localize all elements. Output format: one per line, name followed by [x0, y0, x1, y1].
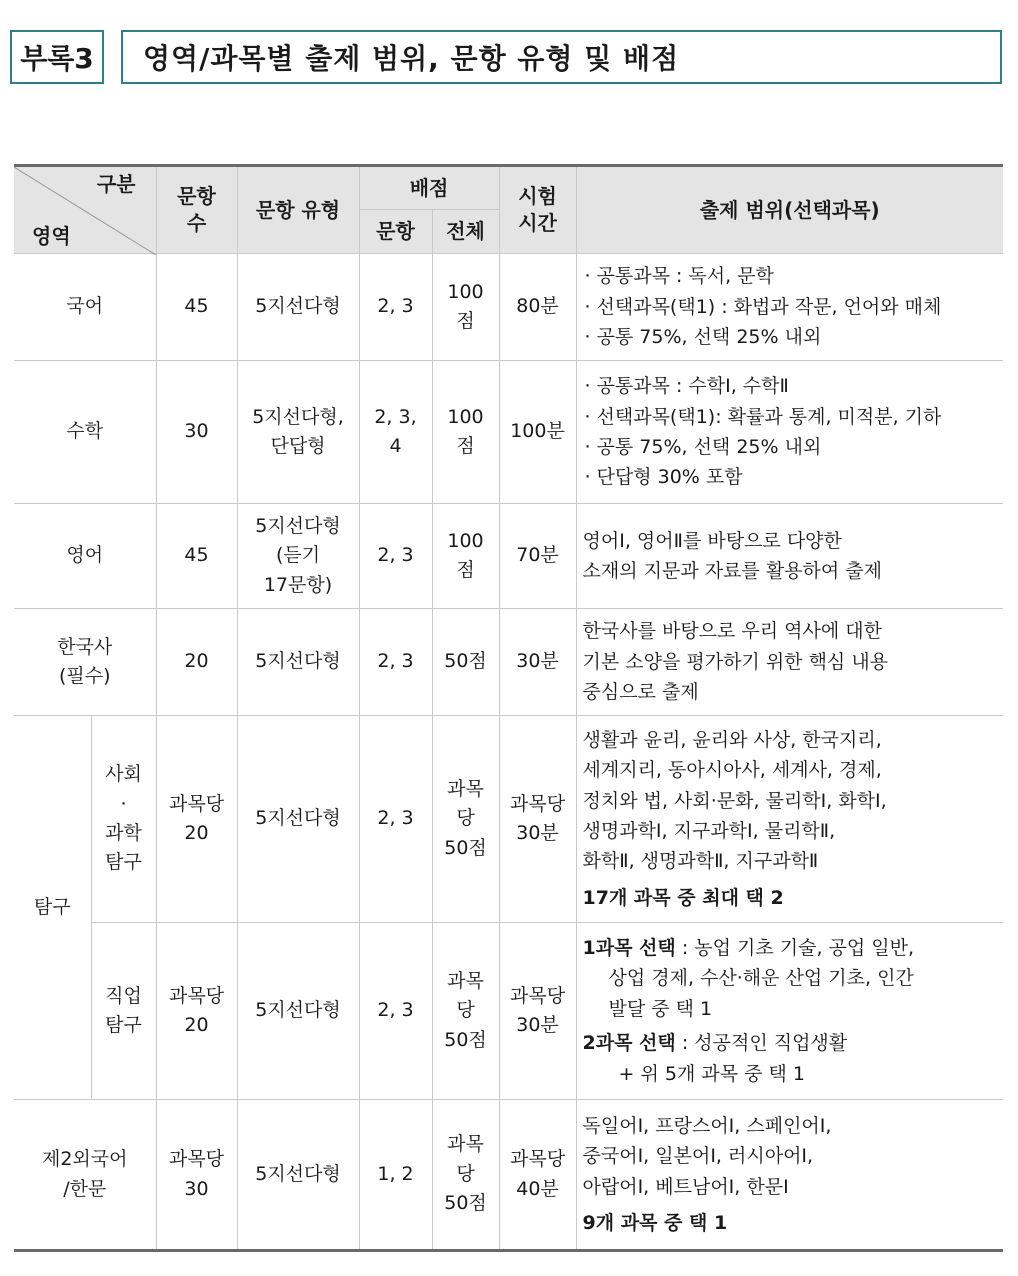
count-cell: 45 [156, 504, 237, 609]
total-line: 당 [456, 807, 475, 830]
score-total-cell [432, 1100, 499, 1251]
range-line: 독일어Ⅰ, 프랑스어Ⅰ, 스페인어Ⅰ, [582, 1114, 832, 1137]
range-item: · 공통 75%, 선택 25% 내외 [583, 432, 998, 462]
area-inquiry: 탐구 [14, 716, 91, 1100]
header-score: 배점 [359, 166, 499, 210]
type-line: 17문항) [263, 573, 333, 596]
area-line: 제2외국어 [41, 1148, 128, 1171]
range-line: 상업 경제, 수산·해운 산업 기초, 인간 [608, 967, 914, 990]
count-line: 20 [184, 1014, 209, 1036]
range-cell [576, 1100, 1003, 1251]
type-cell [237, 361, 359, 504]
score-total-cell: 50점 [432, 609, 499, 716]
header-count-line2: 수 [186, 211, 207, 235]
select-one-label: 1과목 선택 [582, 937, 676, 960]
count-cell: 20 [156, 609, 237, 716]
score-total-cell: 100점 [432, 254, 499, 361]
range-line: 중심으로 출제 [582, 681, 699, 704]
score-total-cell: 100점 [432, 504, 499, 609]
page-title: 영역/과목별 출제 범위, 문항 유형 및 배점 [121, 30, 1002, 84]
table-row [14, 716, 1003, 923]
score-item-cell: 2, 3 [359, 923, 432, 1100]
range-item: · 단답형 30% 포함 [583, 462, 998, 492]
total-line: 50점 [444, 836, 487, 859]
header-time-line1: 시험 [518, 184, 557, 208]
header-range: 출제 범위(선택과목) [576, 166, 1003, 254]
time-line: 40분 [516, 1177, 559, 1200]
count-line: 과목당 [168, 792, 225, 815]
time-line: 과목당 [509, 984, 566, 1007]
range-item: · 공통과목 : 수학Ⅰ, 수학Ⅱ [583, 371, 998, 401]
range-item: · 공통 75%, 선택 25% 내외 [583, 322, 998, 352]
range-note: 17개 과목 중 최대 택 2 [582, 886, 784, 909]
header-score-item: 문항 [359, 210, 432, 254]
count-line: 20 [184, 822, 209, 844]
range-cell [576, 609, 1003, 716]
range-line: 발달 중 택 1 [608, 997, 713, 1020]
sub-line: 탐구 [105, 851, 142, 874]
header-area: 영역 [32, 224, 71, 248]
area-line: (필수) [58, 665, 111, 687]
range-line: 아랍어Ⅰ, 베트남어Ⅰ, 한문Ⅰ [582, 1175, 789, 1198]
range-line: 영어Ⅰ, 영어Ⅱ를 바탕으로 다양한 [582, 529, 842, 552]
header-score-total: 전체 [432, 210, 499, 254]
exam-scope-table [14, 164, 1003, 1252]
range-cell [576, 923, 1003, 1100]
time-line: 과목당 [509, 792, 566, 815]
count-line: 30 [184, 1177, 209, 1200]
type-cell: 5지선다형 [237, 254, 359, 361]
range-cell [576, 716, 1003, 923]
time-cell [499, 923, 576, 1100]
type-cell [237, 504, 359, 609]
time-cell: 100분 [499, 361, 576, 504]
count-cell [156, 923, 237, 1100]
total-line: 과목 [447, 1133, 484, 1156]
score-total-cell [432, 923, 499, 1100]
time-line: 과목당 [509, 1148, 566, 1171]
score-item-cell: 2, 3 [359, 504, 432, 609]
type-cell: 5지선다형 [237, 923, 359, 1100]
range-line: 정치와 법, 사회·문화, 물리학Ⅰ, 화학Ⅰ, [582, 789, 887, 812]
range-line: 세계지리, 동아시아사, 세계사, 경제, [582, 759, 882, 782]
range-item: · 공통과목 : 독서, 문학 [583, 261, 998, 291]
sub-line: · [120, 792, 127, 815]
appendix-tag: 부록3 [10, 30, 104, 84]
total-line: 당 [456, 1162, 475, 1185]
score-item-cell: 2, 3 [359, 609, 432, 716]
range-line: 기본 소양을 평가하기 위한 핵심 내용 [582, 650, 889, 673]
count-cell: 45 [156, 254, 237, 361]
range-cell [576, 504, 1003, 609]
range-note: 9개 과목 중 택 1 [582, 1211, 728, 1234]
range-line [583, 933, 998, 963]
range-line: + 위 5개 과목 중 택 1 [618, 1062, 805, 1085]
total-line: 과목 [447, 777, 484, 800]
area-line: /한문 [63, 1177, 107, 1200]
type-line: (듣기 [275, 544, 321, 567]
count-line: 과목당 [168, 984, 225, 1007]
range-line: 소재의 지문과 자료를 활용하여 출제 [582, 560, 882, 582]
range-line: 한국사를 바탕으로 우리 역사에 대한 [582, 620, 882, 643]
time-cell: 70분 [499, 504, 576, 609]
score-item-cell: 2, 3 [359, 716, 432, 923]
sub-line: 직업 [105, 984, 142, 1007]
table-row [14, 361, 1003, 504]
header-time-line2: 시간 [518, 211, 557, 235]
header-count-line1: 문항 [177, 184, 216, 208]
range-line [583, 1028, 998, 1058]
score-total-cell: 100점 [432, 361, 499, 504]
select-two-text: : 성공적인 직업생활 [675, 1032, 848, 1055]
sub-area-vocational [91, 923, 156, 1100]
type-line: 단답형 [270, 435, 326, 457]
type-cell: 5지선다형 [237, 1100, 359, 1251]
total-line: 50점 [444, 1192, 487, 1215]
area-history [14, 609, 156, 716]
type-line: 5지선다형, [252, 405, 344, 428]
range-line: 화학Ⅱ, 생명과학Ⅱ, 지구과학Ⅱ [582, 850, 819, 873]
score-item-cell: 2, 3 [359, 254, 432, 361]
time-line: 30분 [516, 1014, 559, 1036]
range-cell [576, 361, 1003, 504]
type-cell: 5지선다형 [237, 609, 359, 716]
range-item: · 선택과목(택1): 확률과 통계, 미적분, 기하 [583, 402, 998, 432]
time-cell [499, 1100, 576, 1251]
header-type: 문항 유형 [237, 166, 359, 254]
header-category-cell [14, 166, 156, 254]
area-korean: 국어 [14, 254, 156, 361]
type-cell: 5지선다형 [237, 716, 359, 923]
range-item: · 선택과목(택1) : 화법과 작문, 언어와 매체 [583, 292, 998, 322]
select-two-label: 2과목 선택 [582, 1032, 676, 1055]
total-line: 과목 [447, 969, 484, 992]
score-item-cell: 1, 2 [359, 1100, 432, 1251]
count-cell: 30 [156, 361, 237, 504]
count-cell [156, 1100, 237, 1251]
header-time [499, 166, 576, 254]
time-cell [499, 716, 576, 923]
time-cell: 80분 [499, 254, 576, 361]
table-row [14, 923, 1003, 1100]
total-line: 당 [456, 999, 475, 1022]
select-one-text: : 농업 기초 기술, 공업 일반, [675, 937, 915, 960]
total-line: 50점 [444, 1028, 487, 1051]
table-row [14, 1100, 1003, 1251]
count-cell [156, 716, 237, 923]
table-row [14, 254, 1003, 361]
sub-line: 탐구 [105, 1014, 142, 1036]
table-row [14, 504, 1003, 609]
range-line: 생명과학Ⅰ, 지구과학Ⅰ, 물리학Ⅱ, [582, 820, 836, 842]
area-foreign [14, 1100, 156, 1251]
range-cell [576, 254, 1003, 361]
table-row [14, 609, 1003, 716]
sub-line: 사회 [105, 763, 142, 786]
header-count [156, 166, 237, 254]
time-cell: 30분 [499, 609, 576, 716]
sub-area-social [91, 716, 156, 923]
range-line: 생활과 윤리, 윤리와 사상, 한국지리, [582, 728, 882, 751]
area-english: 영어 [14, 504, 156, 609]
score-total-cell [432, 716, 499, 923]
type-line: 5지선다형 [255, 514, 341, 537]
area-line: 한국사 [57, 635, 113, 658]
sub-line: 과학 [105, 822, 142, 844]
count-line: 과목당 [168, 1148, 225, 1171]
score-item-cell: 2, 3, 4 [359, 361, 432, 504]
time-line: 30분 [516, 822, 559, 844]
range-line: 중국어Ⅰ, 일본어Ⅰ, 러시아어Ⅰ, [582, 1145, 814, 1168]
header-gubun: 구분 [96, 172, 136, 196]
area-math: 수학 [14, 361, 156, 504]
